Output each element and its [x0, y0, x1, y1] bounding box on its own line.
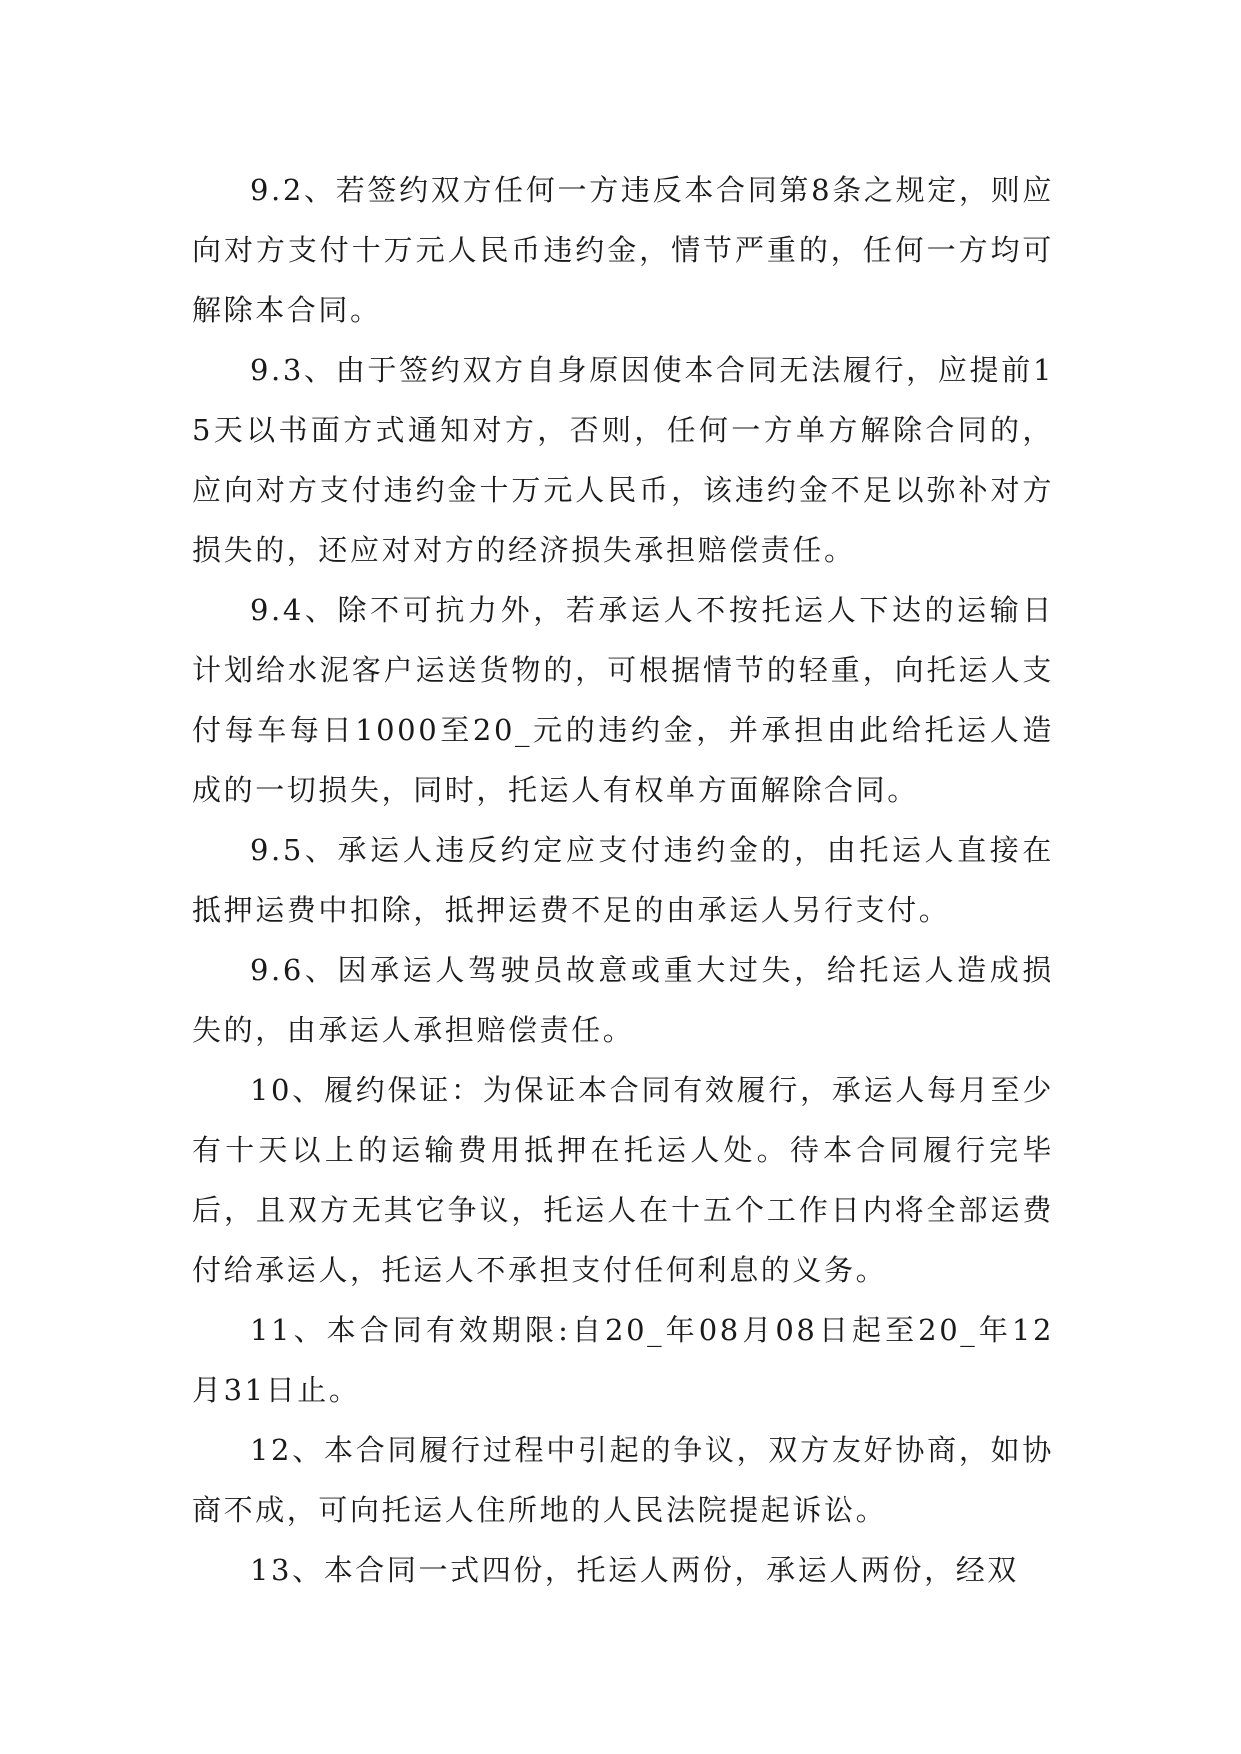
document-page: [192, 160, 1054, 1600]
clause-9-6: 9.6、因承运人驾驶员故意或重大过失，给托运人造成损失的，由承运人承担赔偿责任。: [192, 953, 1054, 1047]
clause-9-3: 9.3、由于签约双方自身原因使本合同无法履行，应提前15天以书面方式通知对方，否则，任何一方单方解除合同的，应向对方支付违约金十万元人民币，该违约金不足以弥补对方损失的，还应对对方的经济损失承担赔偿责任。: [192, 353, 1054, 567]
clause-9-4: 9.4、除不可抗力外，若承运人不按托运人下达的运输日计划给水泥客户运送货物的，可根据情节的轻重，向托运人支付每车每日1000至20_元的违约金，并承担由此给托运人造成的一切损失，同时，托运人有权单方面解除合同。: [192, 593, 1054, 807]
clause-9-2: 9.2、若签约双方任何一方违反本合同第8条之规定，则应向对方支付十万元人民币违约金，情节严重的，任何一方均可解除本合同。: [192, 173, 1054, 327]
clause-9-5: 9.5、承运人违反约定应支付违约金的，由托运人直接在抵押运费中扣除，抵押运费不足的由承运人另行支付。: [192, 833, 1054, 927]
clause-11: 11、本合同有效期限:自20_年08月08日起至20_年12月31日止。: [192, 1313, 1054, 1407]
clause-10: 10、履约保证：为保证本合同有效履行，承运人每月至少有十天以上的运输费用抵押在托运人处。待本合同履行完毕后，且双方无其它争议，托运人在十五个工作日内将全部运费付给承运人，托运人不承担支付任何利息的义务。: [192, 1073, 1054, 1287]
clause-13: 13、本合同一式四份，托运人两份，承运人两份，经双: [250, 1553, 1019, 1587]
clause-12: 12、本合同履行过程中引起的争议，双方友好协商，如协商不成，可向托运人住所地的人民法院提起诉讼。: [192, 1433, 1054, 1527]
